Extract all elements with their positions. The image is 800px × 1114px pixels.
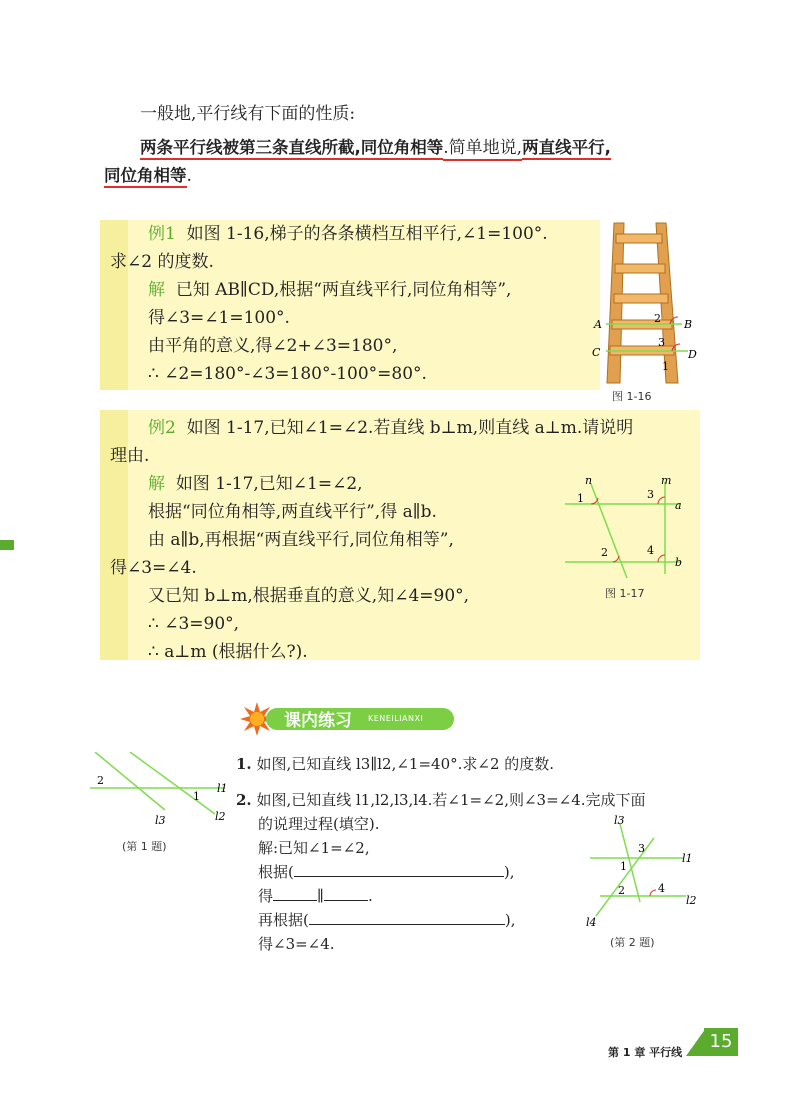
- q2-label-2: 2: [618, 884, 625, 897]
- q2-step3-prefix: 得: [258, 887, 274, 905]
- q2-label-1: 1: [620, 860, 627, 873]
- property-line-2: [104, 162, 192, 190]
- q2-label-l1: l1: [682, 852, 693, 865]
- example2-sol3: 由 a∥b,再根据“两直线平行,同位角相等”,: [148, 530, 454, 550]
- q1-label-l3: l3: [155, 814, 166, 827]
- example1-label: 例1: [148, 224, 176, 244]
- example2-sol5: 又已知 b⊥m,根据垂直的意义,知∠4=90°,: [148, 586, 470, 606]
- page-number: 15: [704, 1028, 738, 1056]
- example2-sol7: ∴ a⊥m (根据什么?).: [148, 642, 308, 662]
- q2-step2-suffix: ),: [503, 863, 515, 881]
- example2-sol1: [148, 470, 363, 498]
- intro-text: 一般地,平行线有下面的性质:: [140, 104, 356, 124]
- q1-line-l2: [130, 752, 215, 814]
- practice-subtitle: KENEILIANXI: [368, 714, 424, 723]
- q1-label-2: 2: [97, 774, 104, 787]
- q2-text1: 如图,已知直线 l1,l2,l3,l4.若∠1=∠2,则∠3=∠4.完成下面: [256, 791, 646, 809]
- q2-figure-caption: (第 2 题): [610, 936, 655, 949]
- q2-step3-suffix: .: [367, 887, 373, 905]
- q2-line-l4: [596, 838, 654, 916]
- practice-title: 课内练习: [284, 711, 352, 731]
- example1-text1: 如图 1-16,梯子的各条横档互相平行,∠1=100°.: [186, 224, 548, 244]
- property-part1: 两条平行线被第三条直线所截,同位角相等: [140, 138, 443, 160]
- figure-1-17: [555, 470, 695, 580]
- line-n: [591, 484, 627, 578]
- example1-line2: 求∠2 的度数.: [110, 252, 214, 272]
- example2-sol6: ∴ ∠3=90°,: [148, 614, 240, 634]
- margin-tab: [0, 540, 14, 550]
- footer-chapter: 第 1 章 平行线: [608, 1046, 683, 1059]
- example1-sol3: 由平角的意义,得∠2+∠3=180°,: [148, 336, 398, 356]
- example2-line2: 理由.: [110, 446, 150, 466]
- q1-number: 1.: [236, 755, 252, 773]
- example2-sol1-text: 如图 1-17,已知∠1=∠2,: [175, 474, 363, 494]
- example2-label: 例2: [148, 418, 176, 438]
- property-part2: .简单地说,: [443, 138, 522, 161]
- q1-label-1: 1: [193, 790, 200, 803]
- example1-line1: [148, 220, 548, 248]
- example2-line1: [148, 414, 633, 442]
- label-angle-2: 2: [601, 546, 608, 559]
- q1-figure: [85, 752, 235, 832]
- q2-step5: 得∠3=∠4.: [258, 935, 335, 953]
- ladder-figure: [590, 218, 710, 388]
- label-c: C: [592, 346, 601, 359]
- label-angle-3: 3: [647, 488, 654, 501]
- example2-sol4: 得∠3=∠4.: [110, 558, 197, 578]
- example2-sol2: 根据“同位角相等,两直线平行”,得 a∥b.: [148, 502, 437, 522]
- q2-figure: [580, 812, 700, 932]
- q2-blank-line-2[interactable]: [324, 886, 368, 901]
- q1-figure-caption: (第 1 题): [122, 840, 167, 853]
- footer-tab-wedge: [686, 1028, 706, 1056]
- q2-line2: 的说理过程(填空).: [258, 815, 380, 833]
- q2-step4-prefix: 再根据(: [258, 911, 309, 929]
- q2-label-l4: l4: [586, 916, 597, 929]
- q2-number: 2.: [236, 791, 252, 809]
- q2-blank-line-1[interactable]: [273, 886, 317, 901]
- property-part4: .: [186, 166, 192, 186]
- angle2-arc: [613, 556, 619, 562]
- label-n: n: [585, 474, 593, 487]
- q1-label-l2: l2: [215, 810, 226, 823]
- practice-banner: [240, 702, 454, 732]
- label-m: m: [661, 474, 672, 487]
- label-a: A: [594, 318, 602, 331]
- q2-step4-suffix: ),: [504, 911, 516, 929]
- q2-step2-prefix: 根据(: [258, 863, 294, 881]
- q2-angle4-arc: [650, 890, 656, 896]
- q2-step1: 解:已知∠1=∠2,: [258, 839, 370, 857]
- q1-line: [236, 750, 554, 778]
- label-b: B: [684, 318, 693, 331]
- q2-label-l3: l3: [614, 814, 625, 827]
- q2-parallel-sign: ∥: [317, 887, 324, 905]
- example1-sol4: ∴ ∠2=180°-∠3=180°-100°=80°.: [148, 364, 427, 384]
- example2-sol-label: 解: [148, 474, 165, 494]
- label-1: 1: [662, 360, 669, 373]
- q2-blank-reason-1[interactable]: [294, 862, 504, 877]
- label-2: 2: [654, 312, 661, 325]
- q1-line-l3: [95, 752, 165, 810]
- example1-left-strip: [100, 220, 128, 390]
- property-part3a: 两直线平行,: [522, 138, 611, 160]
- label-b-line: b: [675, 556, 683, 569]
- label-3: 3: [658, 336, 665, 349]
- example1-sol1-text: 已知 AB∥CD,根据“两直线平行,同位角相等”,: [175, 280, 512, 300]
- q2-label-4: 4: [658, 882, 665, 895]
- angle4-arc: [658, 555, 665, 562]
- example1-sol-label: 解: [148, 280, 165, 300]
- property-part3b: 同位角相等: [104, 166, 187, 188]
- angle3-arc: [658, 497, 665, 504]
- example1-sol2: 得∠3=∠1=100°.: [148, 308, 290, 328]
- example1-sol1: [148, 276, 511, 304]
- q2-blank-reason-2[interactable]: [309, 910, 505, 925]
- label-a-line: a: [675, 499, 682, 512]
- q1-label-l1: l1: [217, 782, 228, 795]
- label-d: D: [688, 348, 697, 361]
- figure-1-16-caption: 图 1-16: [612, 390, 652, 403]
- q2-label-l2: l2: [686, 894, 697, 907]
- property-line-1: [140, 134, 611, 162]
- example2-text1: 如图 1-17,已知∠1=∠2.若直线 b⊥m,则直线 a⊥m.请说明: [186, 418, 634, 438]
- q2-label-3: 3: [638, 842, 645, 855]
- label-angle-4: 4: [647, 544, 654, 557]
- label-angle-1: 1: [577, 492, 584, 505]
- figure-1-17-caption: 图 1-17: [605, 587, 645, 600]
- q1-text: 如图,已知直线 l3∥l2,∠1=40°.求∠2 的度数.: [256, 755, 555, 773]
